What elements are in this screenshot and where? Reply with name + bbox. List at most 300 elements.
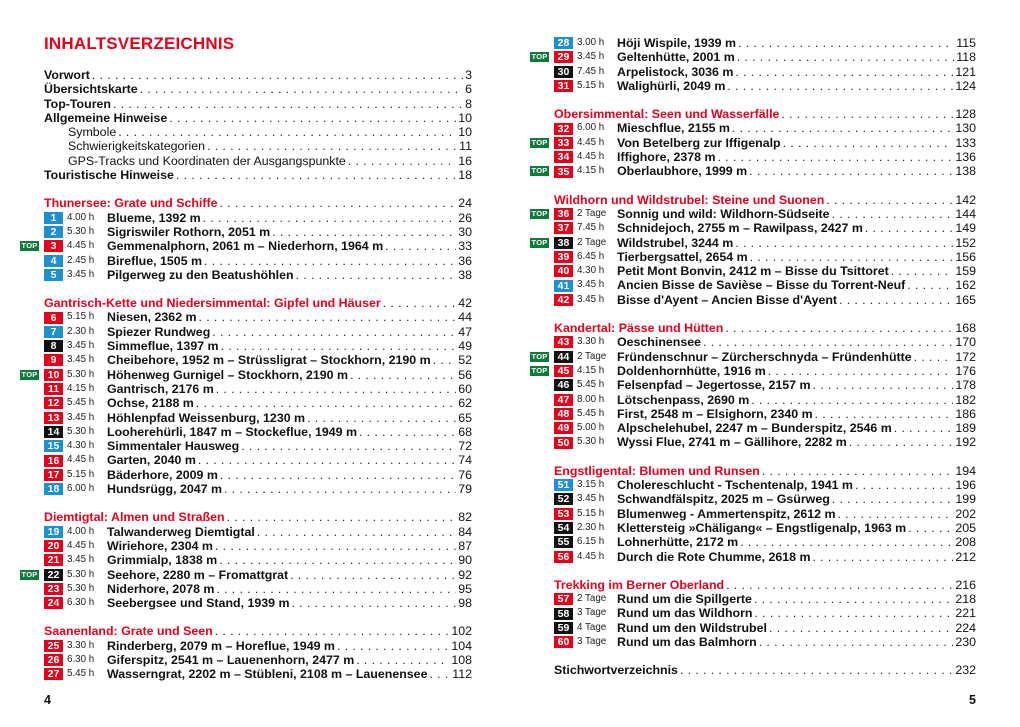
tour-title: Rinderberg, 2079 m – Horeflue, 1949 m — [107, 638, 335, 653]
dot-leader — [348, 154, 456, 168]
page-number-left: 4 — [44, 693, 51, 707]
tour-duration: 5.30 h — [67, 368, 95, 380]
tour-page: 152 — [955, 235, 976, 250]
tour-number-badge: 11 — [44, 383, 63, 395]
tour-title: Cheibehore, 1952 m – Strüssligrat – Stockhorn, 2190 m — [107, 353, 431, 368]
tour-entry[interactable] — [44, 653, 472, 667]
tour-number-badge: 30 — [554, 66, 573, 78]
tour-entry[interactable] — [554, 592, 976, 606]
tour-entry[interactable] — [531, 206, 976, 221]
tour-page: 124 — [955, 78, 976, 93]
tour-entry[interactable] — [554, 278, 976, 292]
dot-leader — [359, 425, 456, 439]
tour-duration: 2 Tage — [577, 207, 607, 219]
section-heading-title: Trekking im Berner Oberland — [554, 577, 725, 592]
dot-leader — [216, 382, 456, 396]
tour-entry[interactable] — [44, 582, 472, 596]
tour-number-badge: 10 — [44, 369, 63, 381]
front-matter-entry-title: Touristische Hinweise — [44, 168, 174, 183]
section-heading[interactable] — [554, 321, 976, 335]
tour-entry[interactable] — [44, 482, 472, 496]
tour-title: Durch die Rote Chumme, 2618 m — [617, 549, 811, 564]
section-gap — [554, 649, 976, 663]
section-gap — [44, 182, 472, 196]
dot-leader — [216, 582, 456, 596]
tour-page: 95 — [458, 581, 472, 596]
tour-page: 133 — [955, 135, 976, 150]
tour-entry[interactable] — [554, 221, 976, 235]
tour-number-badge: 13 — [44, 412, 63, 424]
section-heading[interactable] — [44, 296, 472, 310]
dot-leader — [257, 525, 456, 539]
tour-page: 68 — [458, 424, 472, 439]
dot-leader — [738, 36, 954, 50]
tour-duration: 6.00 h — [577, 122, 605, 134]
tour-page: 170 — [955, 335, 976, 350]
tour-entry[interactable] — [44, 525, 472, 539]
dot-leader — [221, 339, 457, 353]
tour-duration: 2 Tage — [577, 236, 607, 248]
section-heading-title: Saanenland: Grate und Seen — [44, 624, 213, 639]
dot-leader — [169, 111, 456, 125]
dot-leader — [740, 535, 953, 549]
tour-title: Doldenhornhütte, 1916 m — [617, 363, 766, 378]
tour-entry[interactable] — [554, 378, 976, 392]
tour-page: 52 — [458, 353, 472, 368]
tour-number-badge: 20 — [44, 540, 63, 552]
tour-page: 76 — [458, 467, 472, 482]
section-heading-page: 142 — [955, 192, 976, 207]
section-gap — [44, 610, 472, 624]
right-toc-body — [531, 36, 976, 678]
front-matter-entry[interactable] — [44, 68, 472, 82]
sub-entry-page: 11 — [459, 139, 472, 154]
tour-title: Höhlenpfad Weissenburg, 1230 m — [107, 410, 306, 425]
tour-page: 60 — [458, 381, 472, 396]
tour-entry[interactable] — [554, 335, 976, 349]
dot-leader — [781, 107, 953, 121]
dot-leader — [754, 592, 953, 606]
top-tour-badge: TOP — [531, 166, 548, 176]
tour-title: Cholereschlucht - Tschentenalp, 1941 m — [617, 478, 853, 493]
tour-entry[interactable] — [44, 667, 472, 681]
dot-leader — [759, 635, 954, 649]
section-heading-title: Engstligental: Blumen und Runsen — [554, 463, 760, 478]
tour-entry[interactable] — [554, 79, 976, 93]
tour-title: Oberlaubhore, 1999 m — [617, 164, 748, 179]
tour-duration: 2.45 h — [67, 254, 95, 266]
tour-duration: 2.30 h — [67, 325, 95, 337]
tour-page: 36 — [458, 253, 472, 268]
front-matter-entry[interactable] — [44, 82, 472, 96]
front-matter-entry-page: 10 — [458, 110, 472, 125]
tour-page: 112 — [452, 667, 472, 682]
front-matter-entry[interactable] — [44, 111, 472, 125]
tour-title: Gantrisch, 2176 m — [107, 381, 214, 396]
tour-title: Rund um das Wildhorn — [617, 606, 753, 621]
tour-entry[interactable] — [554, 550, 976, 564]
tour-title: Bireflue, 1505 m — [107, 253, 203, 268]
tour-duration: 4.30 h — [67, 440, 95, 452]
tour-entry[interactable] — [554, 492, 976, 506]
tour-entry[interactable] — [44, 639, 472, 653]
tour-entry[interactable] — [44, 439, 472, 453]
dot-leader — [204, 254, 456, 268]
tour-duration: 2 Tage — [577, 350, 607, 362]
tour-page: 165 — [955, 292, 976, 307]
tour-entry[interactable] — [554, 393, 976, 407]
section-heading-page: 82 — [458, 510, 472, 525]
top-tour-badge: TOP — [21, 241, 38, 251]
sub-entry[interactable] — [44, 139, 472, 153]
tour-entry[interactable] — [531, 135, 976, 150]
tour-entry[interactable] — [21, 239, 472, 254]
front-matter-entry-title: Übersichtskarte — [44, 82, 138, 97]
tour-duration: 4.15 h — [67, 382, 95, 394]
top-tour-badge: TOP — [21, 569, 38, 579]
section-heading-title: Wildhorn und Wildstrubel: Steine und Suonen — [554, 192, 825, 207]
tour-entry[interactable] — [554, 421, 976, 435]
dot-leader — [224, 482, 456, 496]
tour-title: Looherehürli, 1847 m – Stockeflue, 1949 m — [107, 424, 357, 439]
tour-duration: 3 Tage — [577, 635, 607, 647]
tour-entry[interactable] — [44, 396, 472, 410]
tour-entry[interactable] — [44, 596, 472, 610]
top-tour-badge: TOP — [531, 208, 548, 218]
dot-leader — [429, 667, 450, 681]
dot-leader — [113, 97, 463, 111]
dot-leader — [356, 653, 449, 667]
tour-page: 87 — [458, 538, 472, 553]
tour-entry[interactable] — [21, 567, 472, 582]
dot-leader — [207, 139, 457, 153]
tour-page: 33 — [458, 239, 472, 254]
toc-heading: INHALTSVERZEICHNIS — [44, 34, 235, 53]
dot-leader — [307, 411, 456, 425]
tour-entry[interactable] — [554, 507, 976, 521]
tour-title: Lötschenpass, 2690 m — [617, 392, 750, 407]
section-heading[interactable] — [554, 464, 976, 478]
dot-leader — [215, 539, 456, 553]
index-entry[interactable] — [554, 663, 976, 677]
tour-title: Grimmialp, 1838 m — [107, 553, 218, 568]
tour-entry[interactable] — [554, 150, 976, 164]
dot-leader — [894, 421, 954, 435]
tour-page: 189 — [955, 421, 976, 436]
tour-entry[interactable] — [554, 65, 976, 79]
tour-title: Rund um den Wildstrubel — [617, 620, 767, 635]
tour-page: 115 — [956, 36, 976, 50]
tour-duration: 4.45 h — [577, 151, 605, 163]
tour-duration: 3.45 h — [577, 493, 605, 505]
tour-entry[interactable] — [554, 621, 976, 635]
front-matter-entry-title: Top-Touren — [44, 96, 111, 111]
tour-number-badge: 31 — [554, 80, 573, 92]
tour-number-badge: 17 — [44, 469, 63, 481]
dot-leader — [717, 150, 953, 164]
tour-duration: 3 Tage — [577, 607, 607, 619]
dot-leader — [813, 378, 954, 392]
tour-entry[interactable] — [554, 407, 976, 421]
tour-duration: 3.00 h — [577, 37, 605, 48]
tour-entry[interactable] — [44, 425, 472, 439]
page-number-right: 5 — [969, 693, 976, 707]
section-heading-title: Obersimmental: Seen und Wasserfälle — [554, 107, 780, 122]
section-heading-page: 216 — [955, 577, 976, 592]
tour-page: 230 — [955, 634, 976, 649]
tour-title: Schnidejoch, 2755 m – Rawilpass, 2427 m — [617, 221, 863, 236]
tour-page: 121 — [955, 64, 976, 79]
tour-title: Spiezer Rundweg — [107, 324, 211, 339]
dot-leader — [92, 68, 463, 82]
tour-title: Wiriehore, 2304 m — [107, 538, 213, 553]
tour-entry[interactable] — [44, 310, 472, 324]
tour-entry[interactable] — [554, 250, 976, 264]
tour-entry[interactable] — [554, 264, 976, 278]
tour-title: Sigriswiler Rothorn, 2051 m — [107, 224, 271, 239]
tour-title: Simmeflue, 1397 m — [107, 339, 219, 354]
tour-title: Seebergsee und Stand, 1939 m — [107, 596, 290, 611]
tour-duration: 3.30 h — [67, 639, 95, 651]
tour-entry[interactable] — [44, 453, 472, 467]
tour-number-badge: 59 — [554, 622, 573, 634]
tour-number-badge: 5 — [44, 269, 63, 281]
dot-leader — [227, 510, 457, 524]
dot-leader — [215, 624, 450, 638]
dot-leader — [726, 578, 953, 592]
dot-leader — [826, 193, 953, 207]
tour-number-badge: 6 — [44, 312, 63, 324]
tour-title: First, 2548 m – Elsighorn, 2340 m — [617, 406, 813, 421]
tour-duration: 6.30 h — [67, 597, 95, 609]
tour-page: 118 — [956, 50, 976, 65]
tour-page: 90 — [458, 553, 472, 568]
tour-entry[interactable] — [554, 36, 976, 50]
tour-number-badge: 18 — [44, 483, 63, 495]
index-entry-title: Stichwortverzeichnis — [554, 663, 678, 678]
tour-duration: 7.45 h — [577, 222, 605, 234]
tour-title: Alpschelehubel, 2247 m – Bunderspitz, 2546 m — [617, 421, 892, 436]
tour-number-badge: 37 — [554, 222, 573, 234]
tour-page: 92 — [458, 567, 472, 582]
tour-page: 38 — [458, 267, 472, 282]
tour-entry[interactable] — [44, 411, 472, 425]
tour-entry[interactable] — [554, 293, 976, 307]
tour-number-badge: 48 — [554, 408, 573, 420]
tour-title: Bäderhore, 2009 m — [107, 467, 218, 482]
front-matter-entry-page: 18 — [458, 168, 472, 183]
dot-leader — [732, 121, 953, 135]
tour-duration: 5.45 h — [577, 379, 605, 391]
top-tour-badge: TOP — [531, 351, 548, 361]
tour-entry[interactable] — [44, 211, 472, 225]
dot-leader — [749, 164, 953, 178]
tour-title: Schwandfälspitz, 2025 m – Gsürweg — [617, 492, 830, 507]
sub-entry[interactable] — [44, 125, 472, 139]
dot-leader — [849, 435, 954, 449]
tour-entry[interactable] — [44, 382, 472, 396]
dot-leader — [737, 50, 954, 64]
tour-entry[interactable] — [44, 553, 472, 567]
tour-duration: 5.45 h — [67, 668, 95, 680]
section-heading[interactable] — [554, 578, 976, 592]
tour-duration: 2 Tage — [577, 593, 607, 605]
tour-title: Sonnig und wild: Wildhorn-Südseite — [617, 206, 830, 221]
tour-entry[interactable] — [531, 50, 976, 65]
section-heading[interactable] — [44, 196, 472, 210]
tour-title: Seehore, 2280 m – Fromattgrat — [107, 567, 289, 582]
tour-entry[interactable] — [44, 339, 472, 353]
dot-leader — [735, 65, 953, 79]
tour-number-badge: 49 — [554, 422, 573, 434]
tour-duration: 5.30 h — [577, 436, 605, 448]
top-tour-badge: TOP — [531, 137, 548, 147]
tour-page: 79 — [458, 482, 472, 497]
front-matter-entry[interactable] — [44, 168, 472, 182]
tour-page: 65 — [458, 410, 472, 425]
tour-page: 144 — [955, 206, 976, 221]
tour-page: 182 — [955, 392, 976, 407]
tour-page: 199 — [955, 492, 976, 507]
dot-leader — [290, 568, 456, 582]
tour-number-badge: 3 — [44, 240, 63, 252]
tour-entry[interactable] — [531, 235, 976, 250]
tour-entry[interactable] — [554, 535, 976, 549]
tour-title: Simmentaler Hausweg — [107, 439, 240, 454]
tour-entry[interactable] — [44, 225, 472, 239]
dot-leader — [219, 553, 456, 567]
tour-duration: 5.15 h — [67, 468, 95, 480]
tour-entry[interactable] — [44, 254, 472, 268]
tour-title: Felsenpfad – Jegertosse, 2157 m — [617, 378, 811, 393]
tour-entry[interactable] — [554, 121, 976, 135]
tour-title: Petit Mont Bonvin, 2412 m – Bisse du Tsittoret — [617, 264, 889, 279]
tour-duration: 3.45 h — [577, 51, 605, 63]
tour-duration: 8.00 h — [577, 393, 605, 405]
tour-entry[interactable] — [554, 521, 976, 535]
tour-number-badge: 58 — [554, 608, 573, 620]
section-heading[interactable] — [44, 624, 472, 638]
tour-title: Höhenweg Gurnigel – Stockhorn, 2190 m — [107, 367, 348, 382]
tour-page: 56 — [458, 367, 472, 382]
tour-number-badge: 42 — [554, 294, 573, 306]
tour-title: Von Betelberg zur Iffigenalp — [617, 135, 781, 150]
tour-title: Arpelistock, 3036 m — [617, 64, 734, 79]
tour-title: Walighürli, 2049 m — [617, 78, 726, 93]
tour-duration: 3.45 h — [577, 293, 605, 305]
tour-title: Rund um das Balmhorn — [617, 634, 757, 649]
tour-number-badge: 35 — [554, 166, 573, 178]
tour-title: Niesen, 2362 m — [107, 310, 197, 325]
section-heading-page: 128 — [955, 107, 976, 122]
section-gap — [554, 564, 976, 578]
dot-leader — [838, 507, 954, 521]
tour-duration: 6.00 h — [67, 483, 95, 495]
tour-title: Lohnerhütte, 2172 m — [617, 535, 739, 550]
tour-title: Fründenschnur – Zürcherschnyda – Fründenhütte — [617, 349, 912, 364]
tour-number-badge: 46 — [554, 379, 573, 391]
tour-number-badge: 40 — [554, 265, 573, 277]
section-gap — [554, 179, 976, 193]
dot-leader — [680, 663, 953, 677]
tour-number-badge: 27 — [44, 668, 63, 680]
sub-entry[interactable] — [44, 154, 472, 168]
tour-page: 208 — [955, 535, 976, 550]
dot-leader — [296, 268, 457, 282]
tour-title: Wasserngrat, 2202 m – Stübleni, 2108 m – Lauenensee — [107, 667, 428, 682]
section-heading[interactable] — [44, 510, 472, 524]
tour-entry[interactable] — [554, 478, 976, 492]
tour-number-badge: 53 — [554, 508, 573, 520]
front-matter-entry-title: Vorwort — [44, 68, 90, 82]
tour-number-badge: 38 — [554, 237, 573, 249]
tour-entry[interactable] — [44, 353, 472, 367]
tour-page: 162 — [955, 278, 976, 293]
dot-leader — [865, 221, 953, 235]
dot-leader — [212, 325, 456, 339]
tour-number-badge: 32 — [554, 123, 573, 135]
tour-number-badge: 7 — [44, 326, 63, 338]
tour-page: 44 — [458, 310, 472, 325]
tour-page: 192 — [955, 435, 976, 450]
tour-entry[interactable] — [531, 164, 976, 179]
section-heading[interactable] — [554, 193, 976, 207]
dot-leader — [292, 596, 457, 610]
tour-entry[interactable] — [554, 435, 976, 449]
tour-number-badge: 2 — [44, 226, 63, 238]
dot-leader — [755, 606, 954, 620]
tour-entry[interactable] — [44, 539, 472, 553]
tour-number-badge: 45 — [554, 365, 573, 377]
dot-leader — [703, 335, 953, 349]
tour-duration: 5.30 h — [67, 225, 95, 237]
top-tour-badge: TOP — [531, 237, 548, 247]
sub-entry-title: Symbole — [68, 125, 117, 140]
dot-leader — [199, 310, 457, 324]
tour-entry[interactable] — [531, 349, 976, 364]
tour-number-badge: 4 — [44, 255, 63, 267]
tour-entry[interactable] — [554, 606, 976, 620]
tour-entry[interactable] — [21, 367, 472, 382]
tour-duration: 5.30 h — [67, 425, 95, 437]
tour-title: Giferspitz, 2541 m – Lauenenhorn, 2477 m — [107, 652, 355, 667]
tour-entry[interactable] — [44, 468, 472, 482]
dot-leader — [727, 79, 953, 93]
tour-number-badge: 1 — [44, 212, 63, 224]
dot-leader — [914, 350, 954, 364]
front-matter-entry[interactable] — [44, 97, 472, 111]
tour-duration: 3.45 h — [67, 354, 95, 366]
tour-title: Klettersteig »Chäligang« – Engstligenalp, 1963 m — [617, 520, 907, 535]
tour-entry[interactable] — [531, 363, 976, 378]
tour-entry[interactable] — [554, 635, 976, 649]
tour-page: 186 — [955, 406, 976, 421]
tour-title: Mieschflue, 2155 m — [617, 121, 730, 136]
dot-leader — [815, 407, 954, 421]
tour-entry[interactable] — [44, 325, 472, 339]
dot-leader — [272, 225, 456, 239]
tour-duration: 4.15 h — [577, 364, 605, 376]
section-gap — [554, 93, 976, 107]
dot-leader — [176, 168, 456, 182]
tour-entry[interactable] — [44, 268, 472, 282]
dot-leader — [783, 136, 954, 150]
section-heading[interactable] — [554, 107, 976, 121]
tour-duration: 5.30 h — [67, 568, 95, 580]
tour-number-badge: 28 — [554, 37, 573, 49]
tour-number-badge: 39 — [554, 251, 573, 263]
tour-duration: 4.15 h — [577, 165, 605, 177]
